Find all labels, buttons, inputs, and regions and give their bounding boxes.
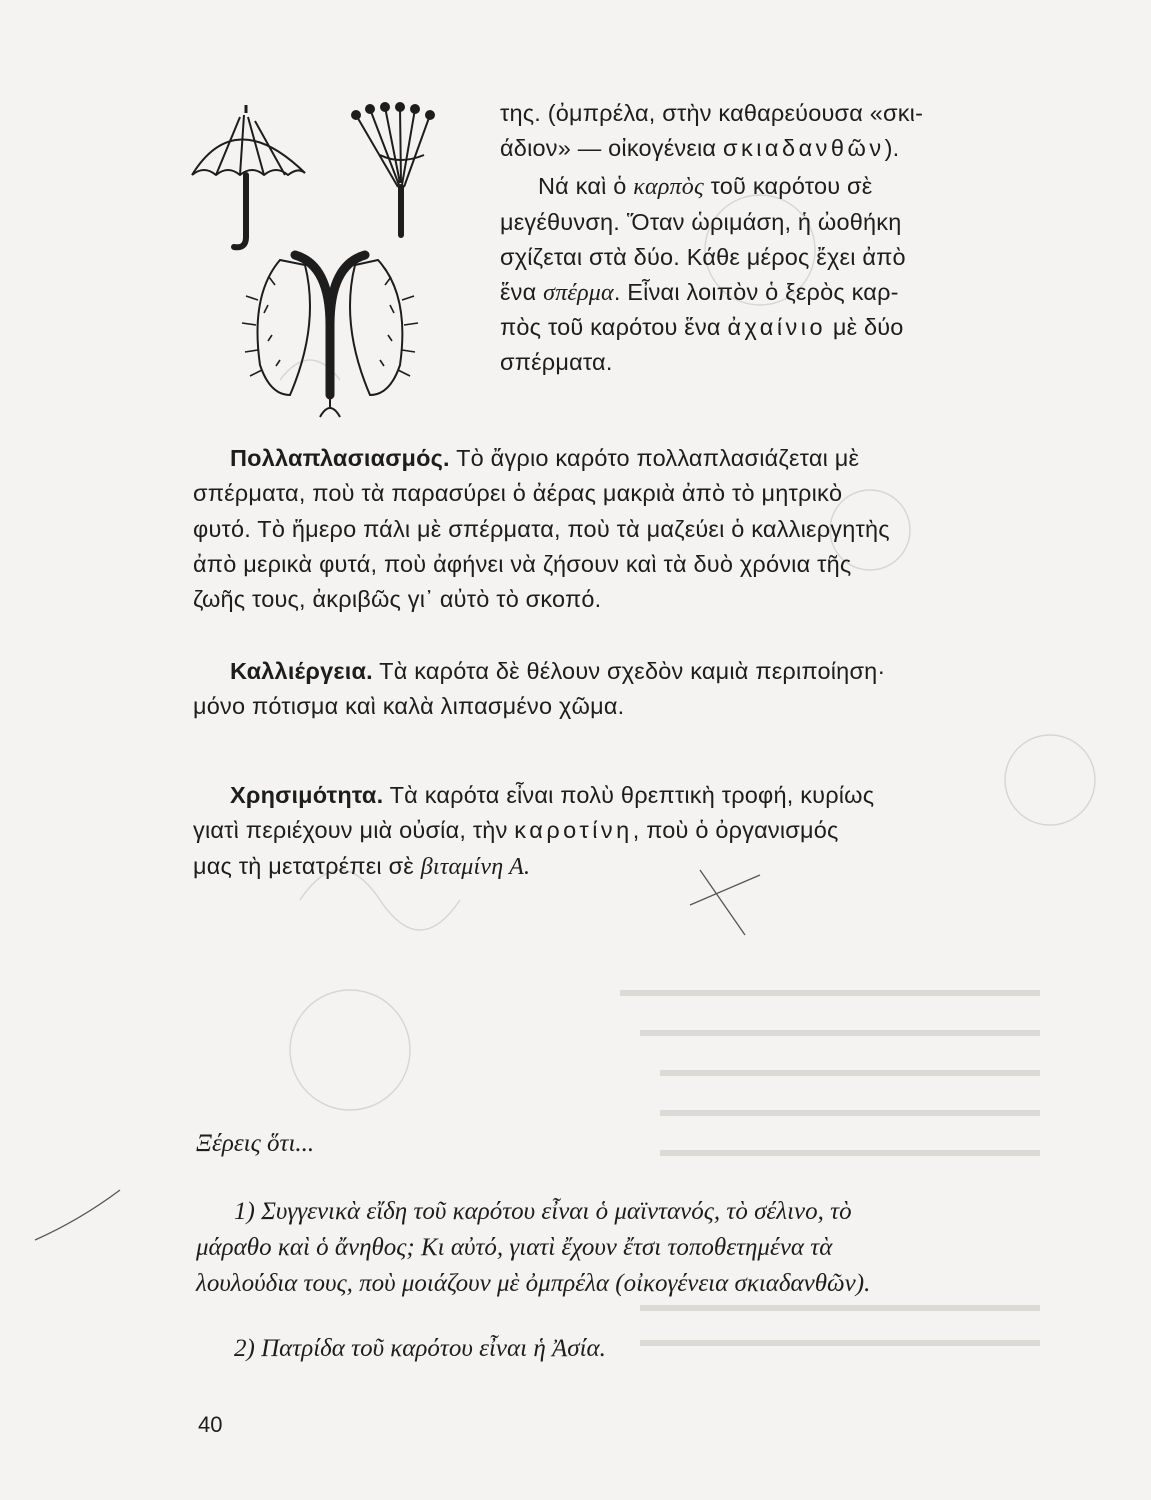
umbel-flower-drawing: [352, 103, 434, 235]
usefulness-line-1: [230, 780, 874, 810]
paragraph-text: μας τὴ μετατρέπει σὲ: [193, 853, 414, 879]
intro-text: πὸς τοῦ καρότου ἕνα: [500, 314, 721, 340]
intro-line-7: [500, 312, 904, 342]
usefulness-line-3: [193, 851, 530, 882]
fact-2-line: 2) Πατρίδα τοῦ καρότου εἶναι ἡ Ἀσία.: [234, 1335, 606, 1362]
intro-text: μὲ δύο: [832, 314, 904, 340]
intro-line-8: σπέρματα.: [500, 349, 613, 375]
multiplication-line-1: [230, 443, 859, 473]
cultivation-line-1: [230, 656, 885, 686]
intro-line-2: άδιον» — οἰκογένεια σκιαδανθῶν).: [500, 135, 900, 161]
multiplication-heading: Πολλαπλασιασμός.: [230, 445, 450, 471]
vitamin-italic: βιταμίνη Α.: [420, 854, 531, 880]
usefulness-line-2: [193, 815, 839, 845]
carrot-fruit-illustration: [180, 95, 470, 435]
paragraph-text: , ποὺ ὁ ὀργανισμός: [632, 817, 839, 843]
paragraph-text: Τὸ ἄγριο καρότο πολλαπλασιάζεται μὲ: [456, 445, 860, 471]
paragraph-text: Τὰ καρότα δὲ θέλουν σχεδὸν καμιὰ περιποίηση·: [379, 658, 886, 684]
fact-1-line-1: 1) Συγγενικὰ εἴδη τοῦ καρότου εἶναι ὁ μαϊντανός, τὸ σέλινο, τὸ: [234, 1198, 852, 1225]
fact-1-line-2: μάραθο καὶ ὁ ἄνηθος; Κι αὐτό, γιατὶ ἔχουν ἔτσι τοποθετημένα τὰ: [196, 1234, 833, 1261]
family-name-spaced: σκιαδανθῶν: [722, 135, 885, 161]
intro-text: άδιον» — οἰκογένεια: [500, 135, 717, 161]
multiplication-line-4: ἀπὸ μερικὰ φυτά, ποὺ ἀφήνει νὰ ζήσουν καὶ τὰ δυὸ χρόνια τῆς: [193, 551, 852, 577]
seed-italic: σπέρμα: [543, 280, 614, 306]
intro-text: . Εἶναι λοιπὸν ὁ ξερὸς καρ-: [613, 279, 899, 305]
intro-text: Νά καὶ ὁ: [538, 173, 627, 199]
carotene-spaced: καροτίνη: [514, 817, 633, 843]
umbrella-drawing: [192, 105, 305, 247]
paragraph-text: Τὰ καρότα εἶναι πολὺ θρεπτικὴ τροφή, κυρίως: [389, 782, 875, 808]
split-fruit-drawing: [242, 255, 418, 417]
multiplication-line-5: ζωῆς τους, ἀκριβῶς γι᾽ αὐτὸ τὸ σκοπό.: [193, 586, 602, 612]
fact-1-line-3: λουλούδια τους, ποὺ μοιάζουν μὲ ὀμπρέλα (οἰκογένεια σκιαδανθῶν).: [196, 1270, 871, 1297]
intro-text: τοῦ καρότου σὲ: [710, 173, 873, 199]
achene-spaced: ἀχαίνιο: [727, 314, 827, 340]
did-you-know-heading: Ξέρεις ὅτι...: [196, 1130, 315, 1157]
paragraph-text: γιατὶ περιέχουν μιὰ οὐσία, τὴν: [193, 817, 508, 843]
page-number: 40: [198, 1412, 223, 1437]
intro-line-4: μεγέθυνση. Ὅταν ὡριμάση, ἡ ὠοθήκη: [500, 209, 902, 235]
intro-line-1: της. (ὀμπρέλα, στὴν καθαρεύουσα «σκι-: [500, 100, 924, 126]
intro-line-3: [538, 171, 872, 202]
usefulness-heading: Χρησιμότητα.: [230, 782, 384, 808]
intro-line-5: σχίζεται στὰ δύο. Κάθε μέρος ἔχει ἀπὸ: [500, 244, 906, 270]
fruit-italic: καρπὸς: [633, 174, 704, 200]
intro-text: ἕνα: [500, 279, 537, 305]
cultivation-heading: Καλλιέργεια.: [230, 658, 373, 684]
cultivation-line-2: μόνο πότισμα καὶ καλὰ λιπασμένο χῶμα.: [193, 693, 625, 719]
multiplication-line-3: φυτό. Τὸ ἥμερο πάλι μὲ σπέρματα, ποὺ τὰ μαζεύει ὁ καλλιεργητὴς: [193, 516, 890, 542]
intro-line-6: [500, 277, 899, 308]
multiplication-line-2: σπέρματα, ποὺ τὰ παρασύρει ὁ ἀέρας μακριὰ ἀπὸ τὸ μητρικὸ: [193, 480, 843, 506]
